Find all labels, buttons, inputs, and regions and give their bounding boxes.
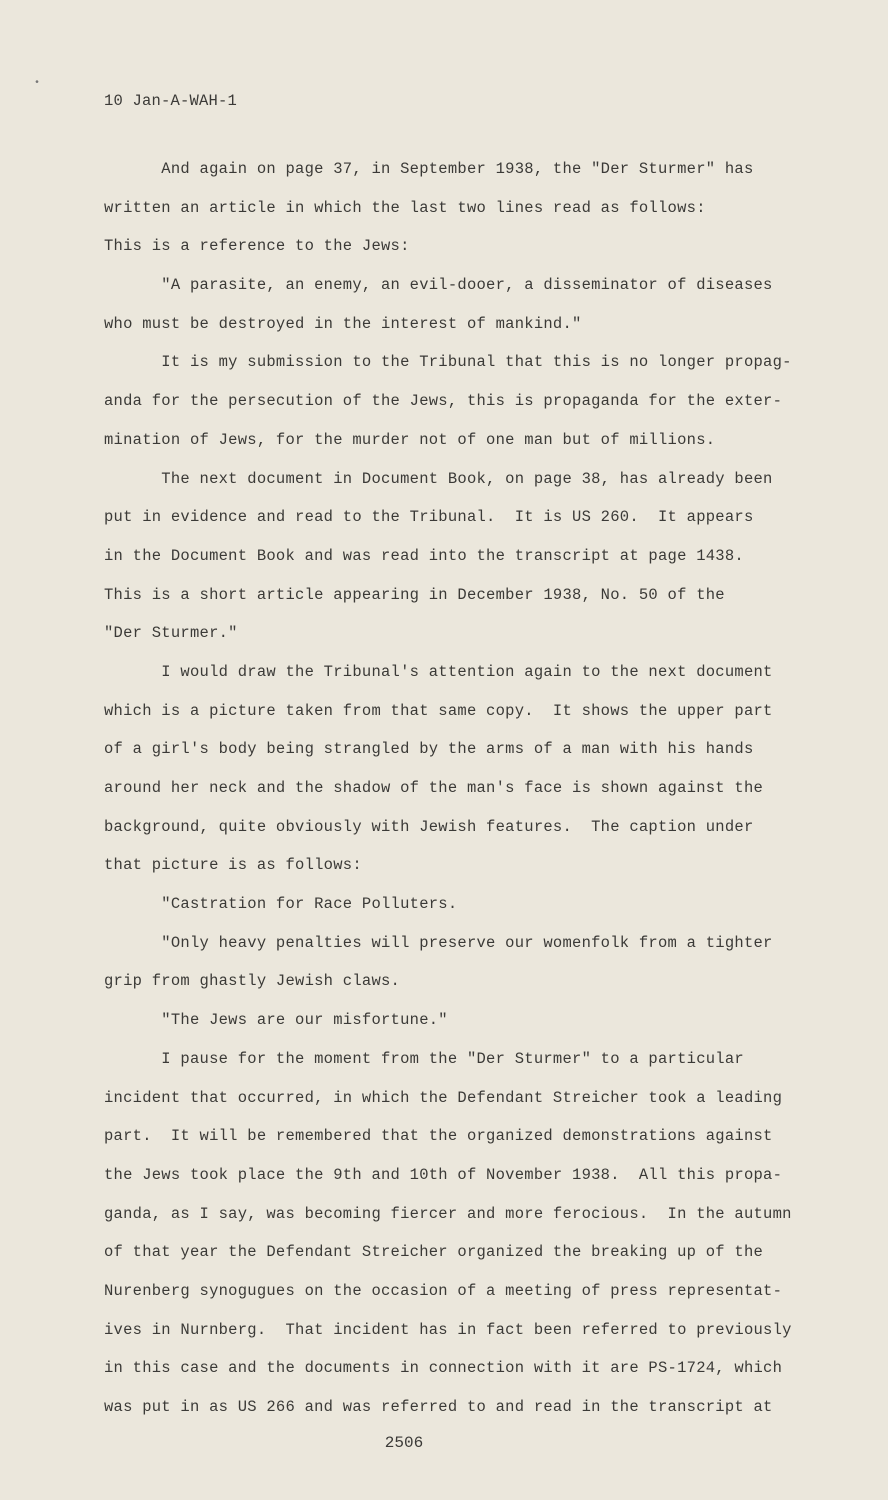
document-body [104, 150, 804, 1427]
text-line: I pause for the moment from the "Der Sturmer" to a particular [104, 1049, 744, 1068]
text-line: put in evidence and read to the Tribunal. It is US 260. It appears [104, 508, 754, 527]
text-line: The next document in Document Book, on page 38, has already been [104, 469, 773, 488]
text-line: This is a short article appearing in December 1938, No. 50 of the [104, 585, 725, 604]
text-line: ganda, as I say, was becoming fiercer and more ferocious. In the autumn [104, 1204, 792, 1223]
text-line: that picture is as follows: [104, 856, 362, 875]
text-line: "Castration for Race Polluters. [104, 895, 458, 914]
text-line: in the Document Book and was read into the transcript at page 1438. [104, 546, 744, 565]
text-line: anda for the persecution of the Jews, this is propaganda for the exter- [104, 392, 783, 411]
text-line: "Der Sturmer." [104, 624, 238, 643]
text-line: background, quite obviously with Jewish features. The caption under [104, 817, 754, 836]
text-line: in this case and the documents in connection with it are PS-1724, which [104, 1359, 783, 1378]
text-line: the Jews took place the 9th and 10th of November 1938. All this propa- [104, 1165, 783, 1184]
stray-mark: • [34, 78, 41, 89]
text-line: ives in Nurnberg. That incident has in fact been referred to previously [104, 1320, 792, 1339]
text-line: incident that occurred, in which the Defendant Streicher took a leading [104, 1088, 783, 1107]
text-line: "The Jews are our misfortune." [104, 1011, 448, 1030]
text-line: who must be destroyed in the interest of mankind." [104, 314, 582, 333]
text-line: Nurenberg synogugues on the occasion of a meeting of press representat- [104, 1281, 783, 1300]
text-line: And again on page 37, in September 1938, the "Der Sturmer" has [104, 160, 754, 178]
text-line: grip from ghastly Jewish claws. [104, 972, 401, 991]
page-number: 2506 [384, 1434, 424, 1452]
text-line: "A parasite, an enemy, an evil-dooer, a disseminator of diseases [104, 276, 773, 295]
text-line: was put in as US 266 and was referred to and read in the transcript at [104, 1398, 773, 1416]
text-line: It is my submission to the Tribunal that this is no longer propag- [104, 353, 792, 372]
text-line: which is a picture taken from that same copy. It shows the upper part [104, 701, 773, 720]
text-line: This is a reference to the Jews: [104, 237, 410, 256]
text-line: I would draw the Tribunal's attention again to the next document [104, 662, 773, 681]
text-line: written an article in which the last two lines read as follows: [104, 198, 706, 217]
text-line: of that year the Defendant Streicher organized the breaking up of the [104, 1243, 764, 1262]
text-line: mination of Jews, for the murder not of one man but of millions. [104, 430, 716, 449]
text-line: of a girl's body being strangled by the arms of a man with his hands [104, 740, 754, 759]
text-line: "Only heavy penalties will preserve our womenfolk from a tighter [104, 933, 773, 952]
text-line: around her neck and the shadow of the man's face is shown against the [104, 779, 764, 797]
document-header: 10 Jan-A-WAH-1 [104, 92, 238, 110]
text-line: part. It will be remembered that the organized demonstrations against [104, 1127, 773, 1146]
